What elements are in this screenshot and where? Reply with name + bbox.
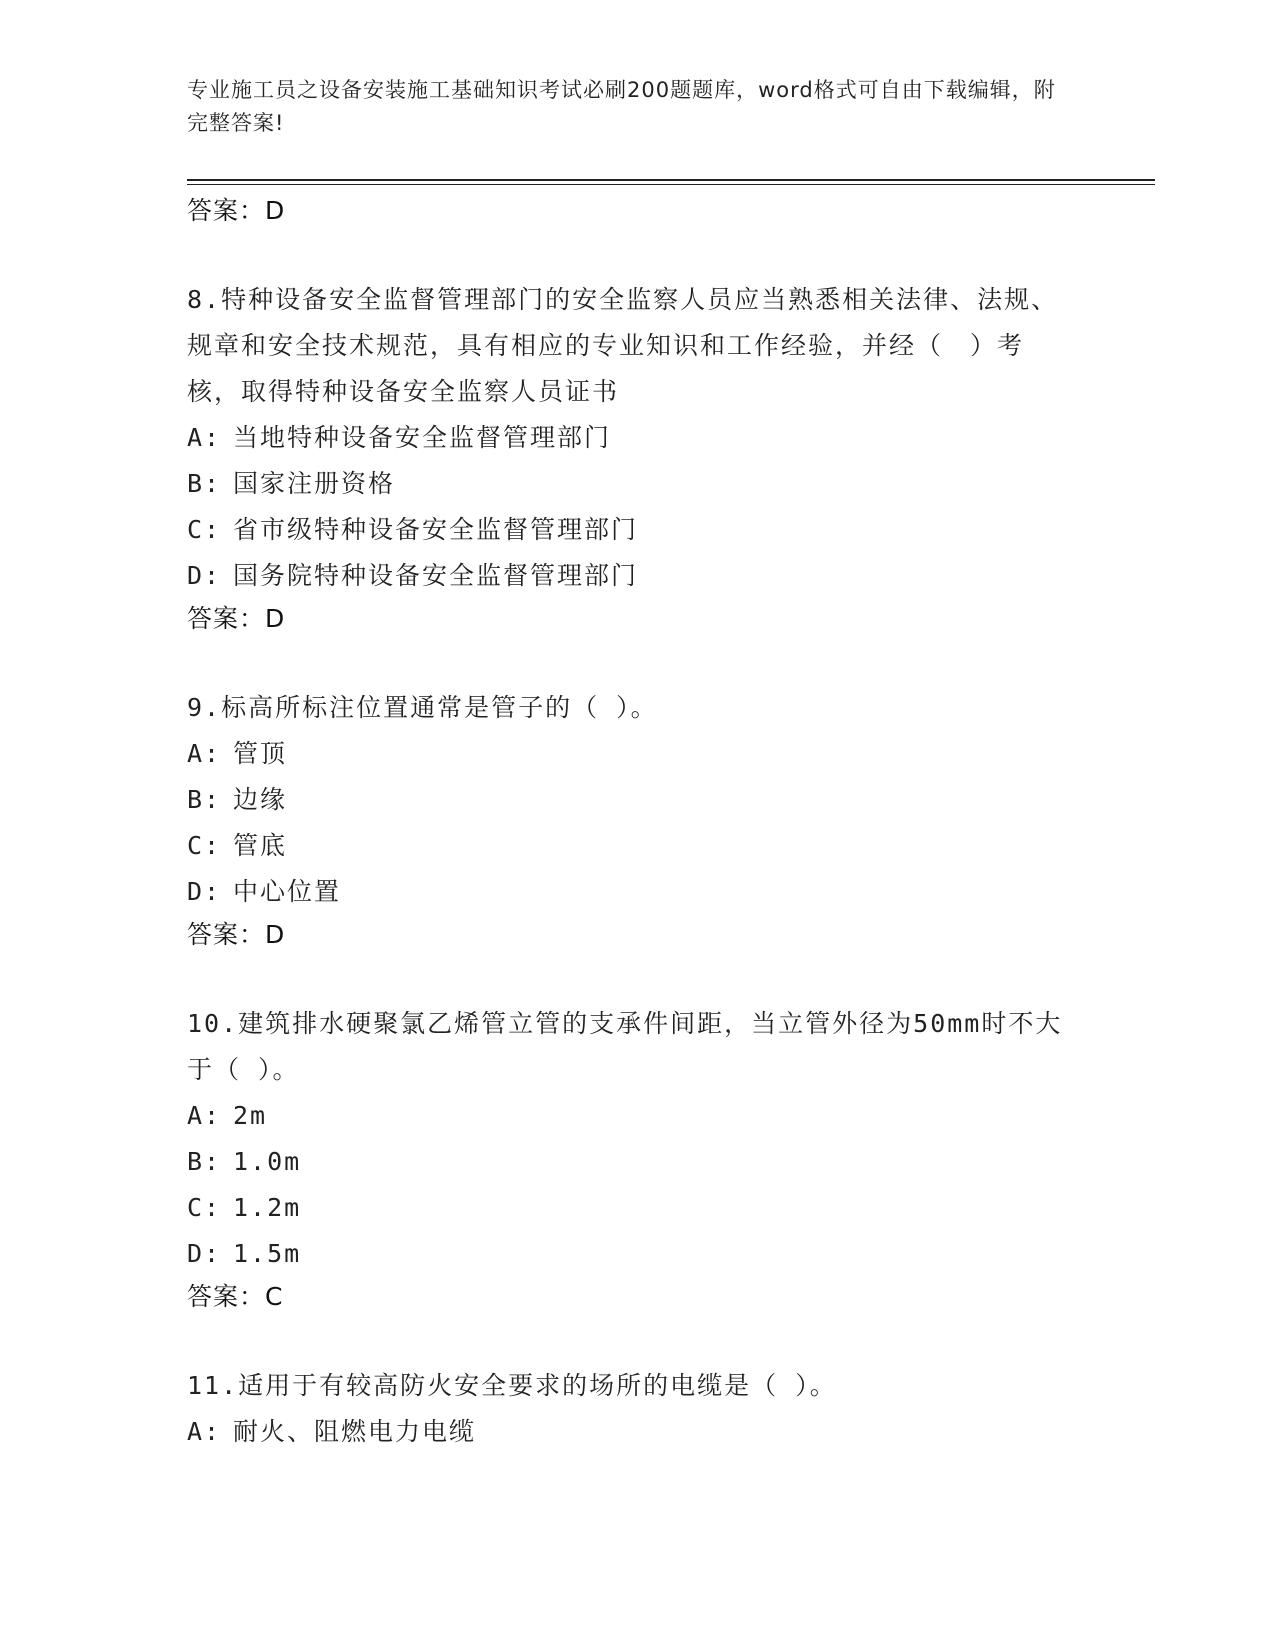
option-d (187, 553, 1067, 599)
option-text: 1.5m (233, 1239, 302, 1268)
option-key: C: (187, 515, 222, 544)
option-text: 管顶 (233, 739, 288, 768)
question-text: 10.建筑排水硬聚氯乙烯管立管的支承件间距，当立管外径为50mm时不大于（ ）。 (187, 1009, 1063, 1084)
option-text: 当地特种设备安全监督管理部门 (233, 423, 612, 452)
option-text: 边缘 (233, 785, 288, 814)
option-text: 中心位置 (233, 877, 342, 906)
answer-line: 答案：D (187, 920, 286, 949)
option-key: B: (187, 785, 222, 814)
option-a (187, 1409, 1067, 1455)
option-a (187, 1093, 1067, 1139)
page-header: 专业施工员之设备安装施工基础知识考试必刷200题题库，word格式可自由下载编辑，附完整答案! (187, 78, 1056, 135)
option-c (187, 1185, 1067, 1231)
option-key: C: (187, 1193, 222, 1222)
answer-line: 答案：C (187, 1282, 284, 1311)
option-a (187, 731, 1067, 777)
option-key: A: (187, 423, 222, 452)
option-text: 省市级特种设备安全监督管理部门 (233, 515, 639, 544)
option-text: 1.0m (233, 1147, 302, 1176)
option-key: D: (187, 877, 222, 906)
option-text: 2m (233, 1101, 268, 1130)
option-d (187, 869, 1067, 915)
option-text: 管底 (233, 831, 288, 860)
option-key: A: (187, 1101, 222, 1130)
option-c (187, 507, 1067, 553)
option-key: C: (187, 831, 222, 860)
option-key: B: (187, 469, 222, 498)
option-a (187, 415, 1067, 461)
option-text: 国务院特种设备安全监督管理部门 (233, 561, 639, 590)
option-key: A: (187, 1417, 222, 1446)
option-text: 国家注册资格 (233, 469, 396, 498)
option-key: D: (187, 561, 222, 590)
option-b (187, 461, 1067, 507)
header-divider-thin (187, 184, 1155, 185)
question-text: 8.特种设备安全监督管理部门的安全监察人员应当熟悉相关法律、法规、规章和安全技术规范，具有相应的专业知识和工作经验，并经（ ）考核，取得特种设备安全监察人员证书 (187, 285, 1059, 406)
option-b (187, 777, 1067, 823)
option-key: A: (187, 739, 222, 768)
option-text: 耐火、阻燃电力电缆 (233, 1417, 477, 1446)
option-b (187, 1139, 1067, 1185)
option-key: D: (187, 1239, 222, 1268)
question-list (187, 191, 1067, 1455)
option-key: B: (187, 1147, 222, 1176)
question-text: 9.标高所标注位置通常是管子的（ ）。 (187, 693, 658, 722)
question-text: 11.适用于有较高防火安全要求的场所的电缆是（ ）。 (187, 1371, 837, 1400)
answer-line: 答案：D (187, 196, 286, 225)
answer-line: 答案：D (187, 604, 286, 633)
option-c (187, 823, 1067, 869)
header-divider (187, 179, 1155, 181)
option-text: 1.2m (233, 1193, 302, 1222)
option-d (187, 1231, 1067, 1277)
